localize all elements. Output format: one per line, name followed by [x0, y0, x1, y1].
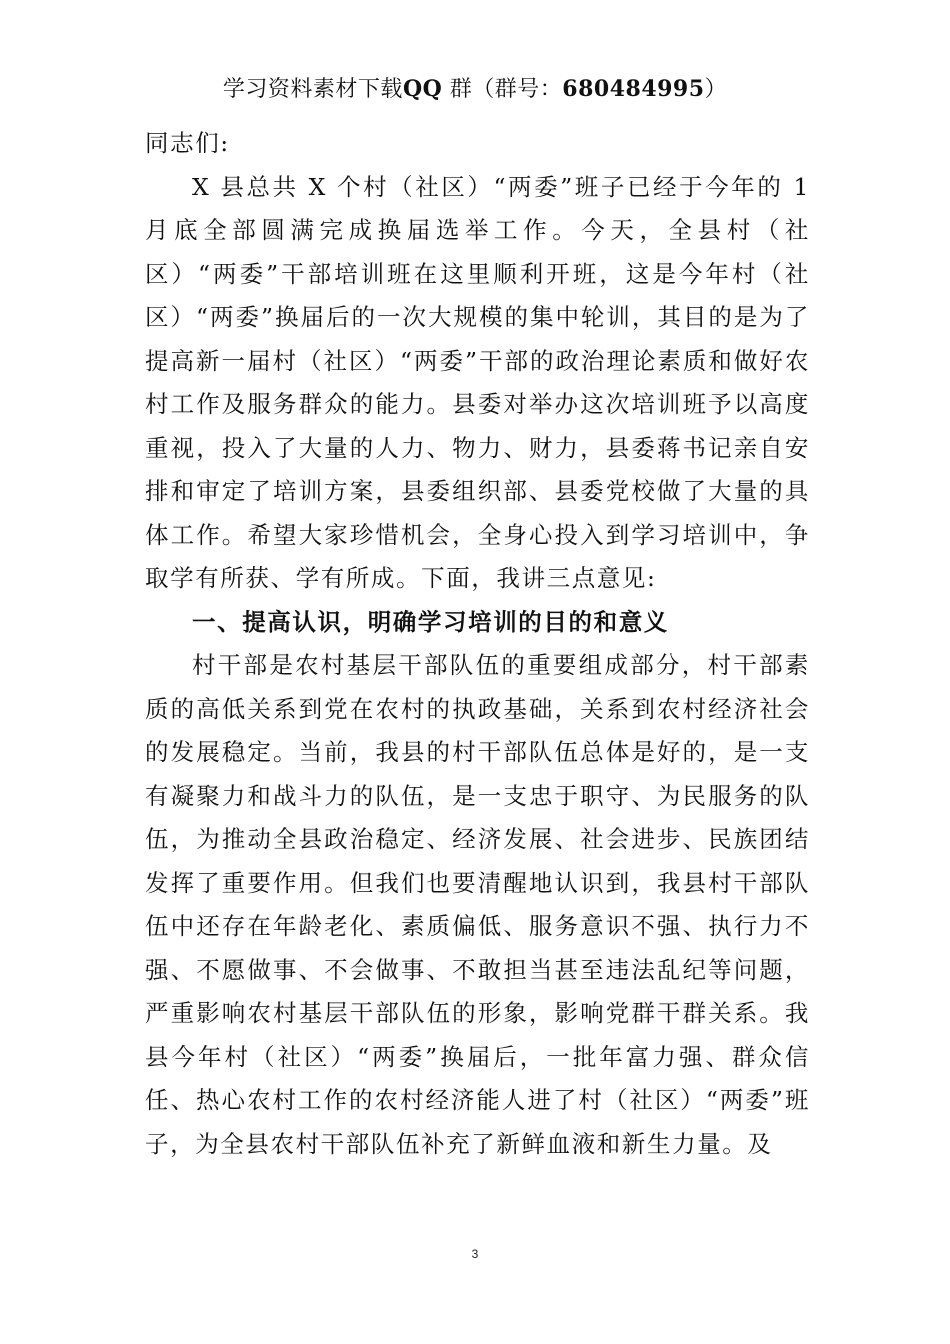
header-group-number: 680484995: [562, 76, 705, 102]
salutation: 同志们:: [145, 129, 230, 157]
page-header: [0, 72, 950, 107]
header-suffix: ）: [704, 77, 728, 102]
document-body: [145, 122, 810, 1166]
page-number: 3: [471, 1247, 479, 1261]
header-group-text: 群（群号：: [449, 77, 563, 102]
header-prefix: 学习资料素材下载: [222, 77, 403, 102]
header-qq: QQ: [402, 76, 443, 102]
intro-paragraph: X 县总共 X 个村（社区）“两委”班子已经于今年的 1 月底全部圆满完成换届选举工作。今天，全县村（社区）“两委”干部培训班在这里顺利开班，这是今年村（社区）“两委”换届后的一次大规模的集中轮训，其目的是为了提高新一届村（社区）“两委”干部的政治理论素质和做好农村工作及服务群众的能力。县委对举办这次培训班予以高度重视，投入了大量的人力、物力、财力，县委蒋书记亲自安排和审定了培训方案，县委组织部、县委党校做了大量的具体工作。希望大家珍惜机会，全身心投入到学习培训中，争取学有所获、学有所成。下面，我讲三点意见:: [145, 172, 810, 592]
section-paragraph: 村干部是农村基层干部队伍的重要组成部分，村干部素质的高低关系到党在农村的执政基础，关系到农村经济社会的发展稳定。当前，我县的村干部队伍总体是好的，是一支有凝聚力和战斗力的队伍，是一支忠于职守、为民服务的队伍，为推动全县政治稳定、经济发展、社会进步、民族团结发挥了重要作用。但我们也要清醒地认识到，我县村干部队伍中还存在年龄老化、素质偏低、服务意识不强、执行力不强、不愿做事、不会做事、不敢担当甚至违法乱纪等问题，严重影响农村基层干部队伍的形象，影响党群干群关系。我县今年村（社区）“两委”换届后，一批年富力强、群众信任、热心农村工作的农村经济能人进了村（社区）“两委”班子，为全县农村干部队伍补充了新鲜血液和新生力量。及: [145, 651, 810, 1158]
section-heading: 一、提高认识，明确学习培训的目的和意义: [192, 607, 669, 636]
